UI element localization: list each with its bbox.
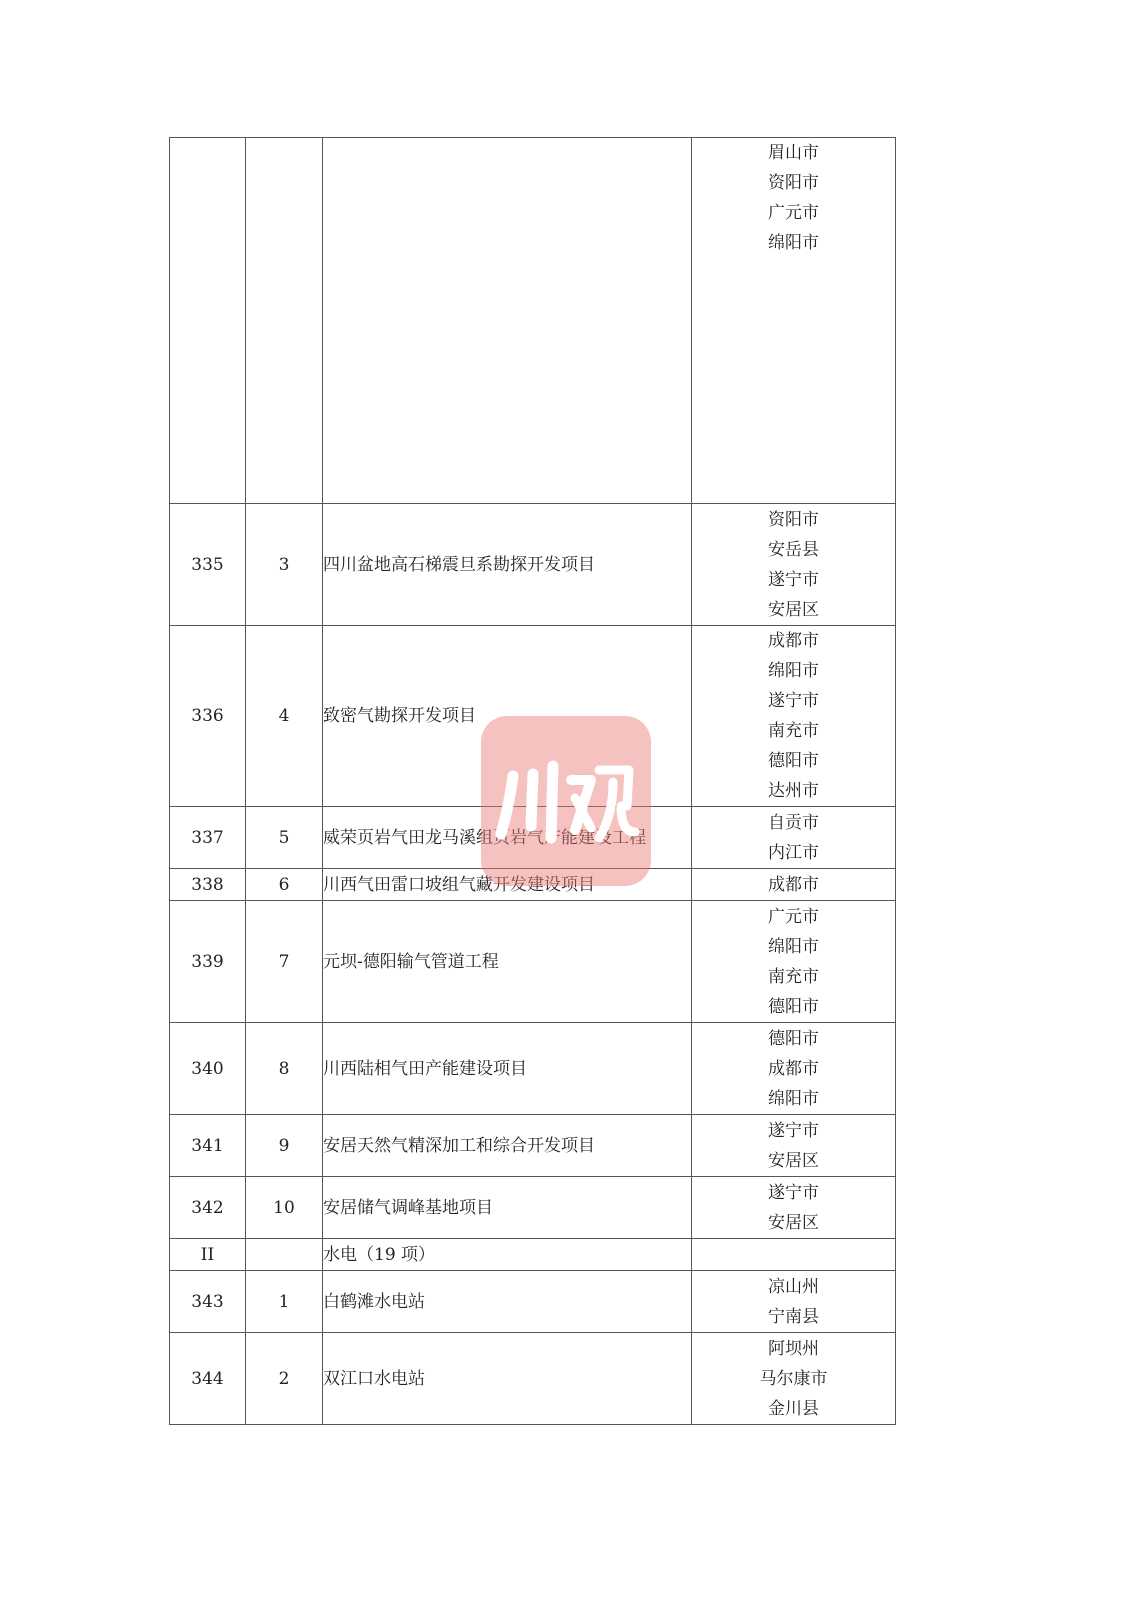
table-row [170,504,896,626]
row-sub-index: 8 [246,1023,323,1115]
region-name: 自贡市 [768,812,819,833]
row-index [170,138,246,504]
region-name: 马尔康市 [759,1368,828,1389]
region-name: 资阳市 [768,509,819,530]
row-index: 343 [170,1271,246,1333]
region-name: 安居区 [768,1212,819,1233]
row-index: 338 [170,869,246,901]
project-name: 水电（19 项） [323,1239,692,1271]
project-name: 白鹤滩水电站 [323,1271,692,1333]
region-cell [692,138,896,504]
table-row [170,1115,896,1177]
region-name: 成都市 [768,1058,819,1079]
region-name: 凉山州 [768,1276,819,1297]
row-index: 339 [170,901,246,1023]
row-index: 341 [170,1115,246,1177]
row-index: 340 [170,1023,246,1115]
region-name: 达州市 [768,781,819,801]
region-name: 广元市 [768,906,819,927]
region-cell [692,869,896,901]
region-name: 安居区 [768,1150,819,1171]
region-name: 遂宁市 [768,1120,819,1141]
row-sub-index: 3 [246,504,323,626]
table-row [170,1271,896,1333]
table-row [170,138,896,504]
region-name: 遂宁市 [768,1182,819,1203]
row-sub-index: 2 [246,1333,323,1425]
row-index: II [170,1239,246,1271]
row-index: 337 [170,807,246,869]
row-sub-index: 7 [246,901,323,1023]
region-cell [692,504,896,626]
row-sub-index [246,1239,323,1271]
region-name: 成都市 [768,631,819,651]
row-sub-index: 10 [246,1177,323,1239]
project-name: 川西气田雷口坡组气藏开发建设项目 [323,869,692,901]
region-name: 遂宁市 [768,569,819,590]
region-name: 德阳市 [768,751,819,771]
region-name: 内江市 [768,842,819,863]
region-cell [692,807,896,869]
chuanguan-logo-watermark [481,716,651,886]
project-name: 元坝-德阳输气管道工程 [323,901,692,1023]
row-index: 342 [170,1177,246,1239]
row-index: 344 [170,1333,246,1425]
table-row [170,1333,896,1425]
region-name: 宁南县 [768,1306,819,1327]
region-name: 成都市 [768,874,819,895]
project-name: 安居储气调峰基地项目 [323,1177,692,1239]
row-sub-index: 1 [246,1271,323,1333]
region-name: 德阳市 [768,1028,819,1049]
region-name: 绵阳市 [768,936,819,957]
region-name: 绵阳市 [768,661,819,681]
row-sub-index: 6 [246,869,323,901]
region-cell [692,1177,896,1239]
region-name: 遂宁市 [768,691,819,711]
region-name: 安居区 [768,599,819,620]
row-index: 336 [170,626,246,807]
project-name: 威荣页岩气田龙马溪组页岩气产能建设工程 [323,807,692,869]
region-name: 德阳市 [768,996,819,1017]
region-name: 金川县 [768,1398,819,1419]
region-name: 绵阳市 [768,233,819,253]
region-cell [692,626,896,807]
row-sub-index: 5 [246,807,323,869]
region-name: 南充市 [768,966,819,987]
project-name: 安居天然气精深加工和综合开发项目 [323,1115,692,1177]
table-row [170,1239,896,1271]
region-name: 南充市 [768,721,819,741]
region-cell [692,1115,896,1177]
region-name: 安岳县 [768,539,819,560]
region-cell [692,901,896,1023]
project-name [323,138,692,504]
row-index: 335 [170,504,246,626]
region-cell [692,1239,896,1271]
region-cell [692,1023,896,1115]
project-name: 致密气勘探开发项目 [323,626,692,807]
row-sub-index [246,138,323,504]
project-name: 双江口水电站 [323,1333,692,1425]
region-cell [692,1271,896,1333]
project-name: 四川盆地高石梯震旦系勘探开发项目 [323,504,692,626]
table-row [170,1177,896,1239]
region-name: 资阳市 [768,173,819,193]
chuanguan-logo-mark [491,746,641,856]
region-cell [692,1333,896,1425]
table-row [170,901,896,1023]
row-sub-index: 9 [246,1115,323,1177]
table-row [170,1023,896,1115]
region-name: 眉山市 [768,143,819,163]
region-name: 广元市 [768,203,819,223]
row-sub-index: 4 [246,626,323,807]
project-name: 川西陆相气田产能建设项目 [323,1023,692,1115]
region-name: 阿坝州 [768,1338,819,1359]
region-name: 绵阳市 [768,1088,819,1109]
